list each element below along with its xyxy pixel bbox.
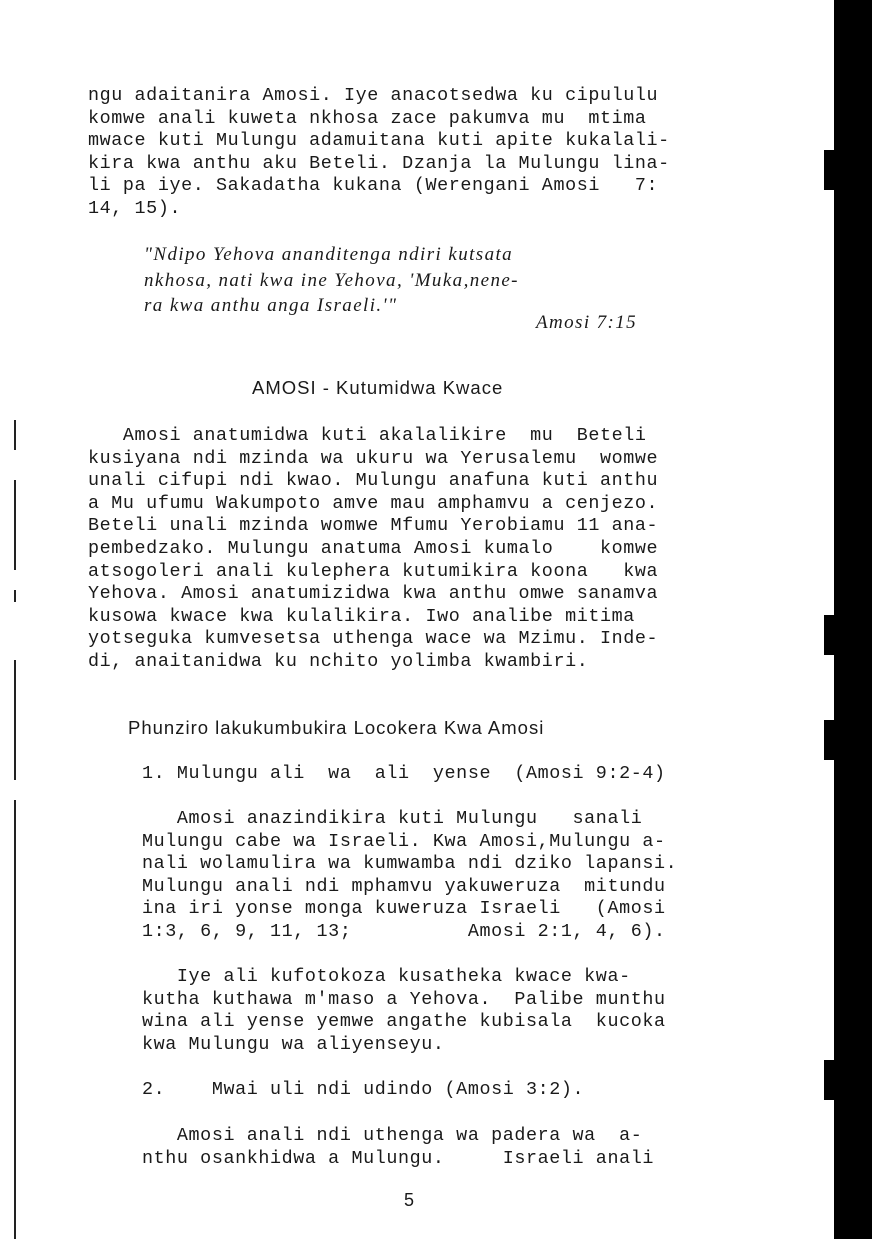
lesson-2-paragraph: Amosi anali ndi uthenga wa padera wa a- nthu osankhidwa a Mulungu. Israeli anali — [142, 1125, 654, 1169]
scan-edge-left — [14, 420, 18, 1239]
lesson-item-2: 2. Mwai uli ndi udindo (Amosi 3:2). — [142, 1079, 585, 1100]
section-heading: AMOSI - Kutumidwa Kwace — [252, 377, 504, 398]
scan-edge-right — [834, 0, 872, 1239]
opening-paragraph: ngu adaitanira Amosi. Iye anacotsedwa ku cipululu komwe anali kuweta nkhosa zace pakumva mu mtima mwace kuti Mulungu adamuitana kuti apite kukalali- kira kwa anthu aku Beteli. Dzanja la Mulungu lina- li pa iye. Sakadatha kukana (Werengani Amosi 7: 14, 15). — [88, 85, 670, 219]
scripture-reference: Amosi 7:15 — [536, 312, 638, 333]
scripture-quote: "Ndipo Yehova ananditenga ndiri kutsata nkhosa, nati kwa ine Yehova, 'Muka,nene- ra kwa anthu anga Israeli.'" — [144, 244, 519, 316]
lessons-heading: Phunziro lakukumbukira Locokera Kwa Amosi — [128, 717, 545, 738]
lesson-1-paragraph-b: Iye ali kufotokoza kusatheka kwace kwa- kutha kuthawa m'maso a Yehova. Palibe munthu wina ali yense yemwe angathe kubisala kucoka kwa Mulungu wa aliyenseyu. — [142, 966, 666, 1055]
lesson-1-paragraph-a: Amosi anazindikira kuti Mulungu sanali Mulungu cabe wa Israeli. Kwa Amosi,Mulungu a- nali wolamulira wa kumwamba ndi dziko lapansi. Mulungu anali ndi mphamvu yakuweruza mitundu ina iri yonse monga kuweruza Israeli (Amosi 1:3, 6, 9, 11, 13; Amosi 2:1, 4, 6). — [142, 808, 678, 942]
lesson-item-1: 1. Mulungu ali wa ali yense (Amosi 9:2-4) — [142, 763, 666, 784]
calling-paragraph: Amosi anatumidwa kuti akalalikire mu Beteli kusiyana ndi mzinda wa ukuru wa Yerusalemu womwe unali cifupi ndi kwao. Mulungu anafuna kuti anthu a Mu ufumu Wakumpoto amve mau amphamvu a cenjezo. Beteli unali mzinda womwe Mfumu Yerobiamu 11 ana- pembedzako. Mulungu anatuma Amosi kumalo komwe atsogoleri anali kulephera kutumikira koona kwa Yehova. Amosi anatumizidwa kwa anthu omwe sanamva kusowa kwace kwa kulalikira. Iwo analibe mitima yotseguka kumvesetsa uthenga wace wa Mzimu. Inde- di, anaitanidwa ku nchito yolimba kwambiri. — [88, 425, 659, 672]
page-number: 5 — [404, 1190, 415, 1210]
